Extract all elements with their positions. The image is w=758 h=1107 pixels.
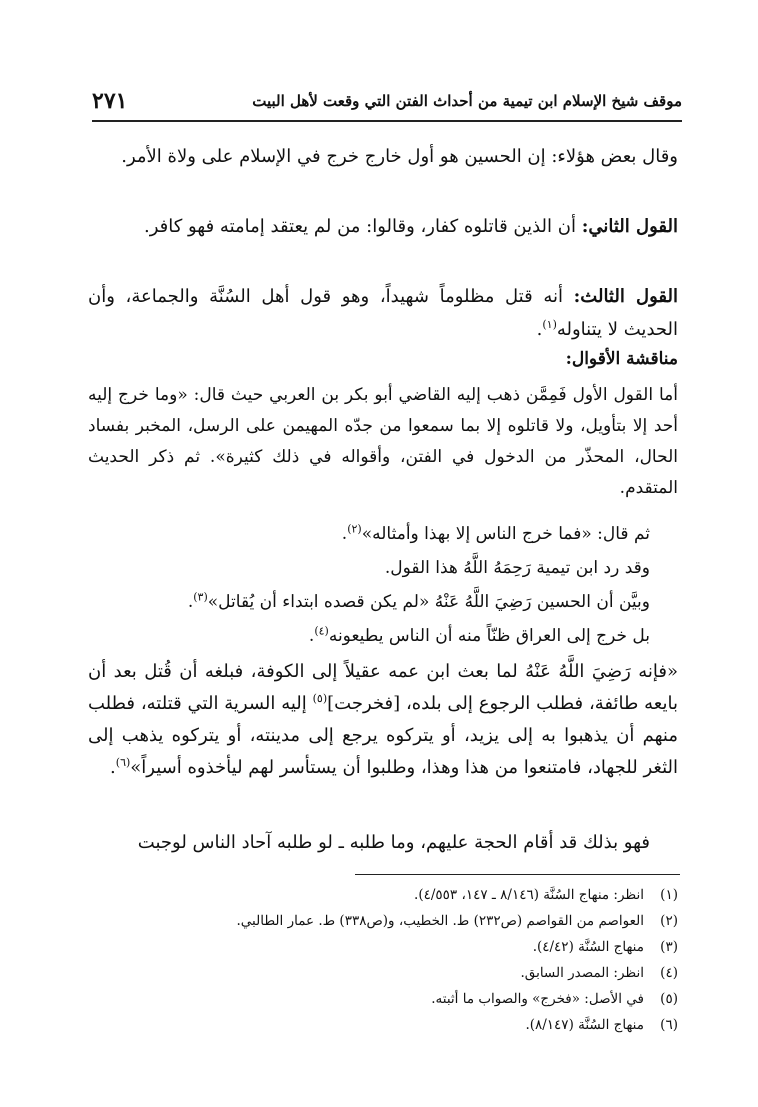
quote-5: بل خرج إلى العراق ظنّاً منه أن الناس يطيعونه: [328, 626, 650, 646]
footnote-number: (٣): [660, 939, 678, 955]
footnotes: [88, 882, 678, 1038]
footnote-ref-2: (٢): [347, 522, 362, 536]
footnote-text: منهاج السُنَّة (٨/١٤٧).: [525, 1017, 644, 1033]
footnote-ref-6: (٦): [115, 756, 131, 769]
footnote-text: في الأصل: «فخرج» والصواب ما أثبته.: [431, 991, 644, 1007]
header-title: موقف شيخ الإسلام ابن تيمية من أحداث الفتن التي وقعت لأهل البيت: [252, 92, 682, 110]
footnote-ref-5: (٥): [312, 692, 328, 705]
footnote-item: [88, 1012, 678, 1038]
section-heading: مناقشة الأقوال:: [565, 349, 678, 369]
discussion-paragraph-4: وبيَّن أن الحسين رَضِيَ اللَّهُ عَنْهُ «لم يكن قصده ابتداء أن يُقاتل»$^{(٣)}$.: [187, 590, 650, 612]
discussion-paragraph-3: وقد رد ابن تيمية رَحِمَهُ اللَّهُ هذا القول.: [384, 558, 650, 578]
footnote-ref-3: (٣): [193, 590, 208, 604]
footnote-item: [88, 960, 678, 986]
footnote-number: (٦): [660, 1017, 678, 1033]
opinion-two-label: القول الثاني:: [581, 216, 678, 237]
footnote-ref-1: (١): [542, 318, 557, 331]
intro-paragraph: وقال بعض هؤلاء: إن الحسين هو أول خارج خرج في الإسلام على ولاة الأمر.: [121, 146, 678, 167]
opinion-three: [88, 280, 678, 346]
discussion-paragraph-2: ثم قال: «فما خرج الناس إلا بهذا وأمثاله»$^{(٢)}$.: [341, 522, 650, 544]
discussion-paragraph-6: «فإنه رَضِيَ اللَّهُ عَنْهُ لما بعث ابن عمه عقيلاً إلى الكوفة، فبلغه أن قُتل بعد أن بايعه طائفة، فطلب الرجوع إلى بلده، [فخرجت]$^{(٥)}$ إليه السرية التي قتلته، فطلب منهم أن يذهبوا به إلى يزيد، أو يتركوه يرجع إلى مدينته، أو يتركوه يذهب إلى الثغر للجهاد، فامتنعوا من هذا وهذا، وطلبوا أن يستأسر لهم ليأخذوه أسيراً»$^{(٦)}$.: [88, 661, 678, 778]
footnote-item: [88, 908, 678, 934]
page-number: ٢٧١: [92, 88, 128, 114]
footnote-ref-4: (٤): [314, 624, 329, 638]
quote-6b: إليه السرية التي قتلته، فطلب منهم أن يذهبوا به إلى يزيد، أو يتركوه يرجع إلى مدينته، أو يتركوه يذهب إلى الثغر للجهاد، فامتنعوا من هذا وهذا، وطلبوا أن يستأسر لهم ليأخذوه أسيراً»: [88, 693, 678, 778]
footnote-number: (٢): [660, 913, 678, 929]
footnote-text: انظر: المصدر السابق.: [520, 965, 644, 981]
discussion-paragraph-1: أما القول الأول فَمِمَّن ذهب إليه القاضي أبو بكر بن العربي حيث قال: «وما خرج إليه أحد إلا بتأويل، ولا قاتلوه إلا بما سمعوا من جدّه المهيمن على الرسل، المخبر بفساد الحال، المحذّر من الدخول في الفتن، وأقواله في ذلك كثيرة». ثم ذكر الحديث المتقدم.: [88, 385, 678, 498]
footnote-rule: [355, 874, 680, 875]
discussion-paragraph-5: بل خرج إلى العراق ظنّاً منه أن الناس يطيعونه$^{(٤)}$.: [308, 624, 650, 646]
opinion-two: [88, 210, 678, 243]
header-rule: [92, 120, 682, 122]
footnote-item: [88, 986, 678, 1012]
footnote-number: (٥): [660, 991, 678, 1007]
footnote-text: انظر: منهاج السُنَّة (٨/١٤٦ ـ ١٤٧، ٤/٥٥٣).: [414, 887, 644, 903]
opinion-three-label: القول الثالث:: [573, 286, 679, 307]
footnote-number: (١): [660, 887, 678, 903]
running-header: [92, 88, 682, 118]
footnote-text: منهاج السُنَّة (٤/٤٢).: [532, 939, 644, 955]
footnote-item: [88, 882, 678, 908]
quote-2: ثم قال: «فما خرج الناس إلا بهذا وأمثاله»: [361, 524, 650, 544]
quote-4: وبيَّن أن الحسين رَضِيَ اللَّهُ عَنْهُ «لم يكن قصده ابتداء أن يُقاتل»: [207, 592, 650, 612]
opinion-three-end: .: [536, 319, 543, 340]
discussion-paragraph-7: فهو بذلك قد أقام الحجة عليهم، وما طلبه ـ لو طلبه آحاد الناس لوجبت: [137, 832, 650, 853]
footnote-text: العواصم من القواصم (ص٢٣٢) ط. الخطيب، و(ص٣٣٨) ط. عمار الطالبي.: [236, 913, 644, 929]
opinion-two-text: أن الذين قاتلوه كفار، وقالوا: من لم يعتقد إمامته فهو كافر.: [143, 216, 582, 237]
footnote-number: (٤): [660, 965, 678, 981]
quote-6a: «فإنه رَضِيَ اللَّهُ عَنْهُ لما بعث ابن عمه عقيلاً إلى الكوفة، فبلغه أن قُتل بعد أن بايعه طائفة، فطلب الرجوع إلى بلده، [فخرجت]: [88, 661, 678, 714]
opinion-three-text: أنه قتل مظلوماً شهيداً، وهو قول أهل السُنَّة والجماعة، وأن الحديث لا يتناوله: [88, 286, 678, 340]
footnote-item: [88, 934, 678, 960]
